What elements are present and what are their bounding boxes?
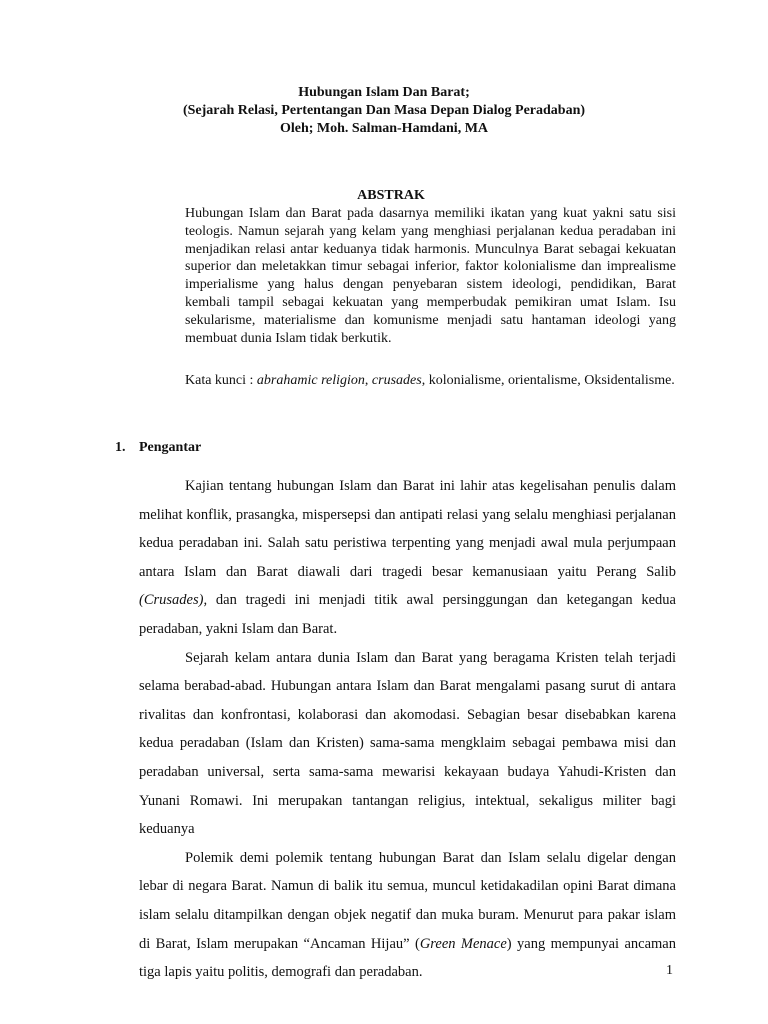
paragraph-1 <box>139 472 676 644</box>
document-subtitle: (Sejarah Relasi, Pertentangan Dan Masa Depan Dialog Peradaban) <box>182 103 586 118</box>
page-number: 1 <box>666 963 673 978</box>
abstract-text: Hubungan Islam dan Barat pada dasarnya memiliki ikatan yang kuat yakni satu sisi teologis. Namun sejarah yang kelam yang menghiasi perjalanan kedua peradaban ini menjadikan relasi antar keduanya tidak harmonis. Munculnya Barat sebagai kekuatan superior dan meletakkan timur sebagai inferior, faktor kolonialisme dan imprealisme imperialisme yang halus dengan penyebaran sistem ideologi, pendidikan, Barat kembali tampil sebagai kekuatan yang memperbudak pemikiran umat Islam. Isu sekularisme, materialisme dan komunisme menjadi satu hantaman ideologi yang membuat dunia Islam tidak berkutik. <box>185 206 676 346</box>
paragraph-3-italic: Green Menace <box>419 935 507 952</box>
keywords <box>185 372 676 390</box>
section-heading <box>115 438 201 458</box>
keyword-separator: , <box>364 373 372 388</box>
keyword-abrahamic: abrahamic religion <box>256 373 365 388</box>
keywords-rest: , kolonialisme, orientalisme, Oksidentalisme. <box>421 373 675 388</box>
document-title-block <box>0 84 768 138</box>
section-title: Pengantar <box>139 440 202 455</box>
paragraph-3 <box>139 844 676 987</box>
paragraph-3-end: ) yang mempunyai ancaman tiga lapis yaitu politis, demografi dan peradaban. <box>139 935 676 981</box>
paragraph-1-start: Kajian tentang hubungan Islam dan Barat ini lahir atas kegelisahan penulis dalam melihat konflik, prasangka, mispersepsi dan antipati relasi yang selalu menghiasi perjalanan kedua peradaban ini. Salah satu peristiwa terpenting yang menjadi awal mula perjumpaan antara Islam dan Barat diawali dari tragedi besar kemanusiaan yaitu Perang Salib <box>139 478 676 580</box>
document-author: Oleh; Moh. Salman-Hamdani, MA <box>279 121 489 136</box>
body-text <box>139 472 676 987</box>
paragraph-2: Sejarah kelam antara dunia Islam dan Barat yang beragama Kristen telah terjadi selama berabad-abad. Hubungan antara Islam dan Barat mengalami pasang surut di antara rivalitas dan konfrontasi, kolaborasi dan akomodasi. Sebagian besar disebabkan karena kedua peradaban (Islam dan Kristen) sama-sama mengklaim sebagai pembawa misi dan peradaban universal, serta sama-sama mewarisi kekayaan budaya Yahudi-Kristen dan Yunani Romawi. Ini merupakan tantangan religius, intektual, sekaligus militer bagi keduanya <box>139 649 676 838</box>
paragraph-3-start: Polemik demi polemik tentang hubungan Barat dan Islam selalu digelar dengan lebar di negara Barat. Namun di balik itu semua, muncul ketidakadilan opini Barat dimana islam selalu ditampilkan dengan objek negatif dan muka buram. Menurut para pakar islam di Barat, Islam merupakan “Ancaman Hijau” ( <box>139 849 676 952</box>
abstract-heading: ABSTRAK <box>357 188 425 203</box>
keywords-label: Kata kunci : <box>185 373 257 388</box>
document-title: Hubungan Islam Dan Barat; <box>298 85 470 100</box>
section-number: 1. <box>115 440 126 455</box>
paragraph-1-end: dan tragedi ini menjadi titik awal persinggungan dan ketegangan kedua peradaban, yakni Islam dan Barat. <box>139 592 676 637</box>
paragraph-1-italic: (Crusades), <box>139 592 208 609</box>
keyword-crusades: crusades <box>371 373 422 388</box>
